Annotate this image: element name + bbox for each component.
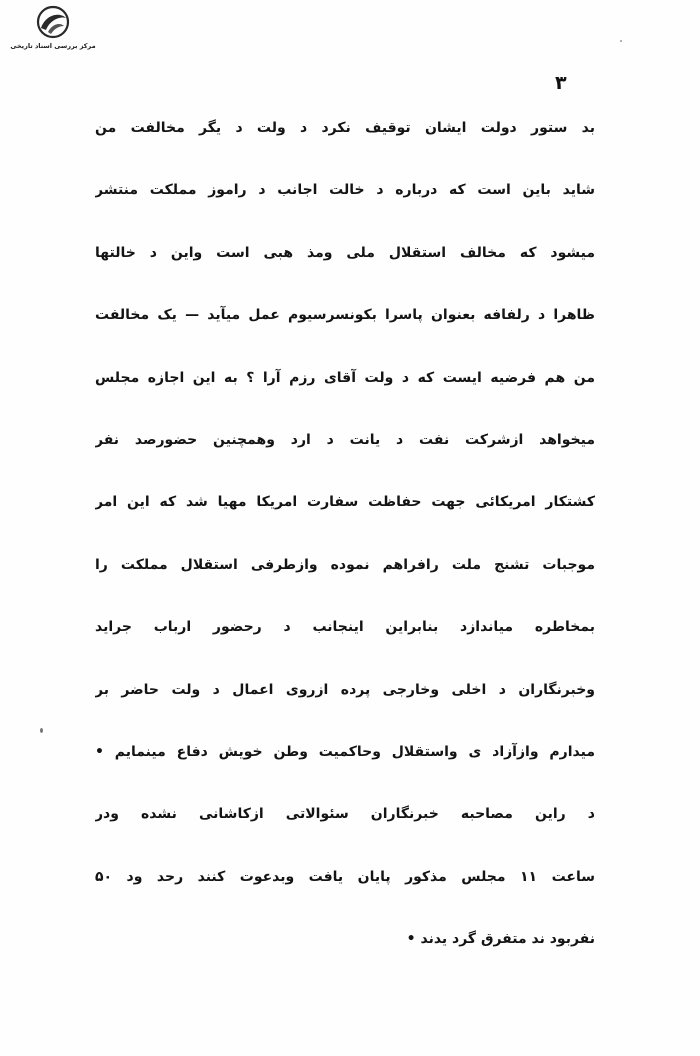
text-line: شاید باین است که درباره د خالت اجانب د راموز مملکت منتشر — [95, 182, 595, 199]
text-line: ساعت ۱۱ مجلس مذکور پایان یافت وبدعوت کنند رحد ود ۵۰ — [95, 868, 595, 885]
text-line: ظاهرا د رلفافه بعنوان پاسرا بکونسرسیوم عمل میآید — یک مخالفت — [95, 307, 595, 324]
text-line-final: نفربود ند متفرق گرد یدند • — [406, 931, 595, 948]
archive-emblem-icon — [8, 4, 98, 44]
text-line: کشتکار امریکائی جهت حفاظت سفارت امریکا مهیا شد که این امر — [95, 494, 595, 511]
text-line: د راین مصاحبه خبرنگاران سئوالاتی ازکاشانی نشده ودر — [95, 806, 595, 823]
text-line: بد ستور دولت ایشان توقیف نکرد د ولت د یگر مخالفت من — [95, 120, 595, 136]
page-number: ۳ — [555, 72, 567, 94]
text-line: میدارم وازآزاد ی واستقلال وحاکمیت وطن خویش دفاع مینمایم • — [95, 743, 595, 760]
text-line: میخواهد ازشرکت نفت د یانت د ارد وهمچنین حضورصد نفر — [95, 431, 595, 448]
text-line: وخبرنگاران د اخلی وخارجی پرده ازروی اعمال د ولت حاضر بر — [95, 681, 595, 698]
archive-logo — [8, 4, 98, 54]
text-line: من هم فرضیه ایست که د ولت آقای رزم آرا ؟ به این اجازه مجلس — [95, 369, 595, 386]
text-line: موجبات تشنج ملت رافراهم نموده وازطرفی استقلال مملکت را — [95, 556, 595, 573]
logo-caption: مرکز بررسی اسناد تاریخی — [10, 42, 96, 50]
text-line: بمخاطره میاندازد بنابراین اینجانب د رحضور ارباب جراید — [95, 619, 595, 636]
scan-speck — [40, 728, 43, 733]
scan-speck — [620, 40, 622, 42]
document-body — [95, 118, 595, 991]
text-line: میشود که مخالف استقلال ملی ومذ هبی است واین د خالتها — [95, 244, 595, 261]
